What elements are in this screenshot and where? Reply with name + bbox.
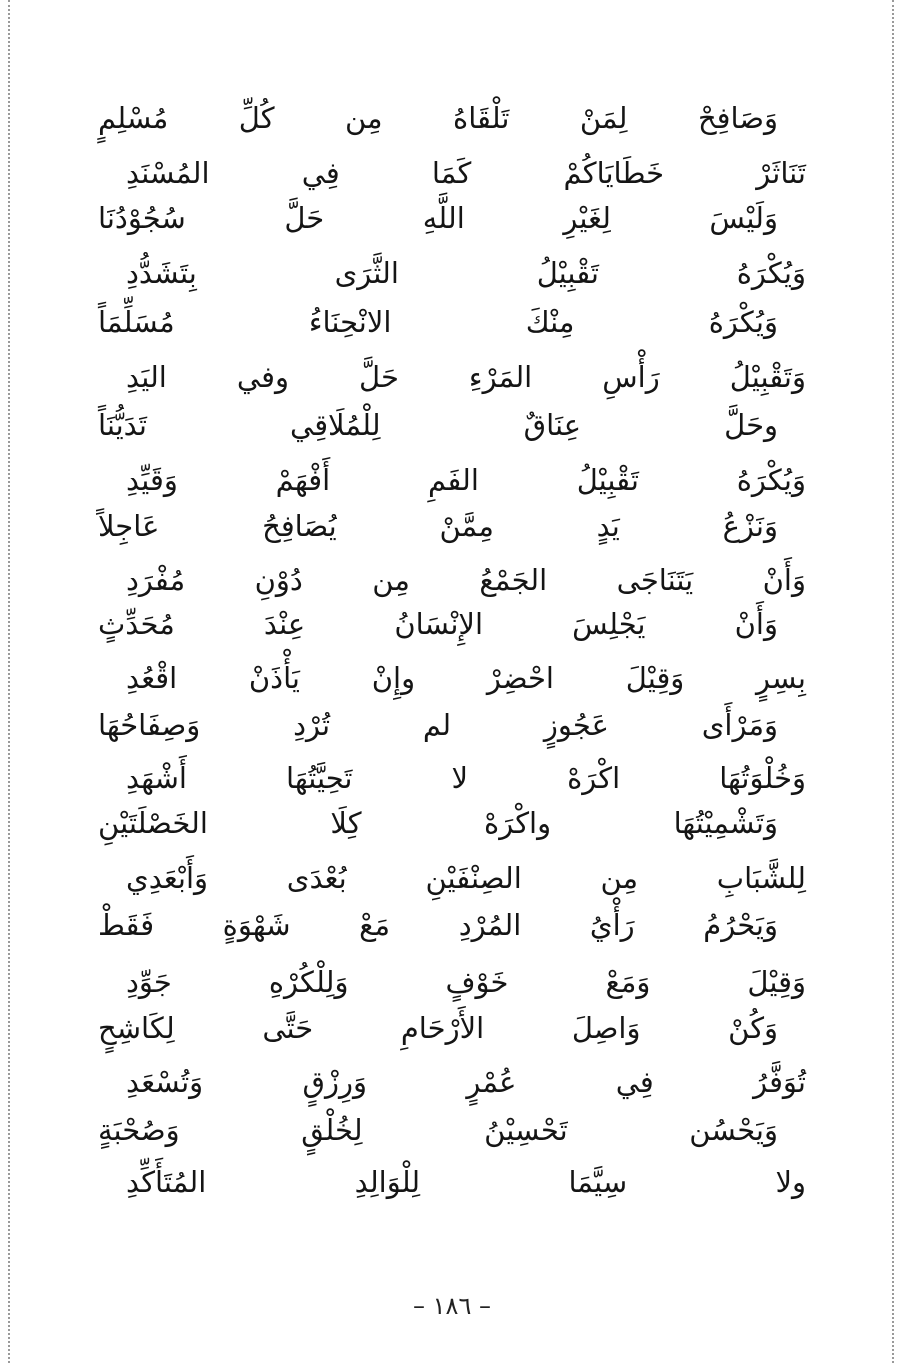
verse-line-6: وَتَقْبِيْلُ رَأْسِ المَرْءِ حَلَّ وفي اليَدِ xyxy=(126,360,806,394)
verse-line-18: وَقِيْلَ وَمَعْ خَوْفٍ وَلِلْكُرْهِ جَوِّدِ xyxy=(126,965,806,999)
verse-line-12: بِسِرٍ وَقِيْلَ احْضِرْ وإِنْ يَأْذَنْ اقْعُدِ xyxy=(126,661,806,695)
verse-line-16: لِلشَّبَابِ مِن الصِنْفَيْنِ بُعْدَى وَأَبْعَدِي xyxy=(126,861,806,895)
right-scan-edge xyxy=(892,0,894,1363)
verse-line-8: وَيُكْرَهُ تَقْبِيْلُ الفَمِ أَفْهَمْ وَقَيِّدِ xyxy=(126,463,806,497)
left-scan-edge xyxy=(8,0,10,1363)
verse-line-4: وَيُكْرَهُ تَقْبِيْلُ الثَّرَى بِتَشَدُّدِ xyxy=(126,256,806,290)
verse-line-2: تَنَاثَرْ خَطَايَاكُمْ كَمَا فِي المُسْنَدِ xyxy=(126,156,806,190)
verse-line-14: وَخُلْوَتُهَا اكْرَهْ لا تَحِيَّتُهَا أَشْهَدِ xyxy=(126,761,806,795)
verse-line-19: وَكُنْ وَاصِلَ الأَرْحَامِ حَتَّى لِكَاشِحٍ xyxy=(98,1011,778,1045)
verse-line-21: وَيَحْسُن تَحْسِيْنُ لِخُلْقٍ وَصُحْبَةٍ xyxy=(98,1113,778,1147)
verse-line-17: وَيَحْرُمُ رَأْيُ المُرْدِ مَعْ شَهْوَةٍ فَقَطْ xyxy=(98,908,778,942)
page-number: – ١٨٦ – xyxy=(413,1292,491,1320)
verse-line-20: تُوَفَّرُ فِي عُمْرٍ وَرِزْقٍ وَتُسْعَدِ xyxy=(126,1065,806,1099)
verse-line-22: ولا سِيَّمَا لِلْوَالِدِ المُتَأَكِّدِ xyxy=(126,1165,806,1199)
verse-line-3: وَلَيْسَ لِغَيْرِ اللَّهِ حَلَّ سُجُوْدُنَا xyxy=(98,201,778,235)
verse-line-9: وَنَزْعُ يَدٍ مِمَّنْ يُصَافِحُ عَاجِلاً xyxy=(98,509,778,543)
verse-line-10: وَأَنْ يَتَنَاجَى الجَمْعُ مِن دُوْنِ مُفْرَدِ xyxy=(126,563,806,597)
verse-line-13: وَمَرْأَى عَجُوزٍ لم تُرْدِ وَصِفَاحُهَا xyxy=(98,708,778,742)
verse-line-15: وَتَشْمِيْتُهَا واكْرَهْ كِلَا الخَصْلَتَيْنِ xyxy=(98,806,778,840)
verse-line-7: وحَلَّ عِنَاقٌ لِلْمُلَاقِي تَدَيُّنَاً xyxy=(98,408,778,442)
verse-line-1: وَصَافِحْ لِمَنْ تَلْقَاهُ مِن كُلِّ مُسْلِمٍ xyxy=(98,101,778,135)
verse-line-11: وَأَنْ يَجْلِسَ الإِنْسَانُ عِنْدَ مُحَدِّثٍ xyxy=(98,607,778,641)
verse-line-5: وَيُكْرَهُ مِنْكَ الانْحِنَاءُ مُسَلِّمَاً xyxy=(98,305,778,339)
